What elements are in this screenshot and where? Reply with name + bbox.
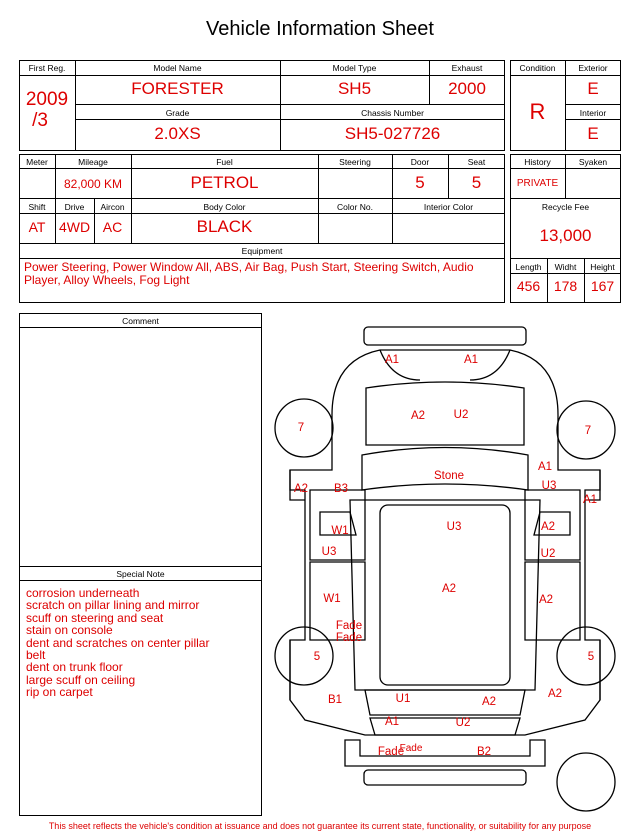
comment-label: Comment xyxy=(122,316,159,326)
mark-windshield: Stone xyxy=(433,470,465,482)
first-reg-year: 2009 xyxy=(25,89,69,110)
mark-wheel-fl: 7 xyxy=(297,422,305,434)
door-value: 5 xyxy=(415,173,425,192)
recycle-fee-value: 13,000 xyxy=(539,226,592,245)
history-value: PRIVATE xyxy=(516,178,559,189)
drive-value: 4WD xyxy=(58,219,91,235)
mark-right-rear-door: A2 xyxy=(538,594,554,606)
history-label: History xyxy=(524,157,551,167)
mark-tailgate-a: A2 xyxy=(481,696,497,708)
first-reg-month: /3 xyxy=(32,110,48,131)
rear-window-outline xyxy=(365,690,525,715)
mark-left-rear-fade-2: Fade xyxy=(335,632,363,644)
note-item: rip on carpet xyxy=(26,685,93,700)
hood-outline xyxy=(366,382,524,445)
note-item: scratch on pillar lining and mirror xyxy=(26,598,200,613)
interior-value: E xyxy=(587,124,599,143)
special-note-label: Special Note xyxy=(116,569,165,579)
drive-label: Drive xyxy=(64,202,85,212)
grade-value: 2.0XS xyxy=(154,124,201,143)
note-item: corrosion underneath xyxy=(26,586,140,600)
mark-left-quarter: B1 xyxy=(327,694,343,706)
seat-value: 5 xyxy=(471,173,482,192)
model-type-label: Model Type xyxy=(332,63,377,73)
note-item: scuff on steering and seat xyxy=(26,610,164,625)
interior-label: Interior xyxy=(579,108,607,118)
mark-left-front-door-u: U3 xyxy=(321,546,337,558)
mark-roof: U3 xyxy=(446,521,462,533)
mark-wheel-fr: 7 xyxy=(584,425,592,437)
chassis-number-label: Chassis Number xyxy=(361,108,424,118)
mark-right-front-a1: A1 xyxy=(537,461,553,473)
fuel-value: PETROL xyxy=(190,173,259,192)
width-label: Widht xyxy=(554,262,577,272)
mark-roof-rear: A2 xyxy=(441,583,457,595)
mark-rear-b: B2 xyxy=(476,746,492,758)
note-item: stain on console xyxy=(26,623,113,638)
meter-label: Meter xyxy=(26,157,48,167)
shift-label: Shift xyxy=(28,202,46,212)
mileage-value: 82,000 KM xyxy=(63,177,123,191)
mark-left-rear-door: W1 xyxy=(323,593,341,605)
mark-left-front-door-w: W1 xyxy=(331,525,349,537)
door-label: Door xyxy=(410,157,430,167)
steering-label: Steering xyxy=(339,157,371,167)
syaken-label: Syaken xyxy=(578,157,608,167)
model-type-value: SH5 xyxy=(337,79,372,98)
mark-left-rear-fade-1: Fade xyxy=(335,620,363,632)
equipment-label: Equipment xyxy=(241,246,283,256)
page-title: Vehicle Information Sheet xyxy=(206,18,434,40)
note-item: dent on trunk floor xyxy=(26,660,123,675)
mark-left-a-pillar: B3 xyxy=(333,483,349,495)
mark-right-front-door-a: A2 xyxy=(540,521,556,533)
equipment-value: Power Steering, Power Window All, ABS, Air Bag, Push Start, Steering Switch, Audio Player, Alloy Wheels, Fog Light xyxy=(24,260,474,287)
windshield-outline xyxy=(362,448,528,491)
disclaimer-footer: This sheet reflects the vehicle's condition at issuance and does not guarantee its current state, functionality, or suitability for any purpose xyxy=(48,821,592,831)
first-reg-label: First Reg. xyxy=(28,63,66,73)
mark-wheel-rl: 5 xyxy=(313,651,321,663)
mark-right-front-door-u: U2 xyxy=(540,548,556,560)
roof-outline xyxy=(380,505,510,685)
aircon-value: AC xyxy=(102,219,123,235)
aircon-label: Aircon xyxy=(100,202,125,212)
front-bumper-outline xyxy=(364,327,526,345)
length-value: 456 xyxy=(516,278,541,294)
exhaust-label: Exhaust xyxy=(451,63,483,73)
mark-wheel-rr: 5 xyxy=(587,651,595,663)
mark-right-quarter: A2 xyxy=(547,688,563,700)
spare-wheel-outline xyxy=(557,753,615,811)
mark-rear-fade-2: Fade xyxy=(399,743,423,754)
mark-front-left-bumper: A1 xyxy=(384,354,400,366)
cabin-outline xyxy=(350,500,540,690)
exterior-value: E xyxy=(587,79,599,98)
body-color-label: Body Color xyxy=(203,202,246,212)
shift-value: AT xyxy=(28,219,46,235)
width-value: 178 xyxy=(553,278,578,294)
mark-front-right-bumper: A1 xyxy=(463,354,479,366)
model-name-value: FORESTER xyxy=(131,79,224,98)
interior-color-label: Interior Color xyxy=(423,202,474,212)
note-item: large scuff on ceiling xyxy=(26,672,136,687)
color-no-label: Color No. xyxy=(337,202,373,212)
chassis-number-value: SH5-027726 xyxy=(344,124,441,143)
rear-bumper-outline xyxy=(364,770,526,785)
recycle-fee-label: Recycle Fee xyxy=(541,202,590,212)
height-label: Height xyxy=(590,262,615,272)
body-color-value: BLACK xyxy=(196,217,253,236)
body-outline xyxy=(290,350,600,735)
mark-right-fender: A1 xyxy=(582,494,598,506)
mark-tailgate-u: U1 xyxy=(395,693,411,705)
height-value: 167 xyxy=(590,278,615,294)
exhaust-value: 2000 xyxy=(448,79,486,98)
mark-left-fender: A2 xyxy=(293,483,309,495)
grade-label: Grade xyxy=(165,108,190,118)
exterior-label: Exterior xyxy=(578,63,608,73)
mark-rear-bumper-u: U2 xyxy=(455,717,471,729)
mark-hood-u: U2 xyxy=(453,409,469,421)
condition-value: R xyxy=(529,99,546,124)
wheel-rl-outline xyxy=(275,627,333,685)
wheel-rr-outline xyxy=(557,627,615,685)
seat-label: Seat xyxy=(467,157,486,167)
length-label: Length xyxy=(515,262,542,272)
fuel-label: Fuel xyxy=(216,157,233,167)
model-name-label: Model Name xyxy=(153,63,202,73)
mark-rear-fade-1: Fade xyxy=(377,746,405,758)
note-item: dent and scratches on center pillar xyxy=(26,635,210,650)
mileage-label: Mileage xyxy=(78,157,108,167)
note-item: belt xyxy=(26,648,46,663)
mark-rear-bumper-a: A1 xyxy=(384,716,400,728)
rear-lower-bumper-outline xyxy=(345,740,545,766)
mark-hood-a: A2 xyxy=(410,410,426,422)
mark-right-front-u3: U3 xyxy=(541,480,557,492)
condition-label: Condition xyxy=(519,63,556,73)
